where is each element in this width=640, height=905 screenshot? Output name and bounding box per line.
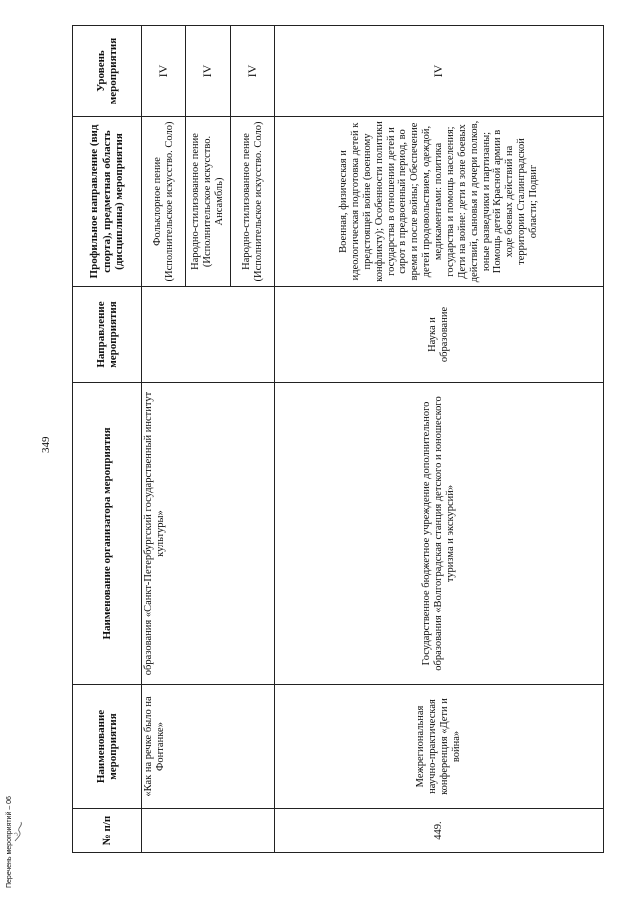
cell-profile: Фольклорное пение (Исполнительское искусство. Соло) bbox=[142, 117, 186, 287]
events-table bbox=[72, 25, 604, 853]
cell-profile: Народно-стилизованное пение (Исполнительское искусство. Соло) bbox=[231, 117, 275, 287]
cell-num: 449. bbox=[275, 809, 604, 853]
cell-organizer: Государственное бюджетное учреждение дополнительного образования «Волгоградская станция детского и юношеского туризма и экскурсий» bbox=[275, 383, 604, 685]
page-number: 349 bbox=[40, 436, 52, 453]
cell-profile: Народно-стилизованное пение (Исполнительское искусство. Ансамбль) bbox=[186, 117, 231, 287]
handwritten-mark-icon bbox=[12, 820, 26, 844]
cell-level: IV bbox=[275, 26, 604, 117]
header-num: № п/п bbox=[73, 809, 142, 853]
header-profile: Профильное направление (вид спорта), предметная область (дисциплина) мероприятия bbox=[73, 117, 142, 287]
cell-level: IV bbox=[186, 26, 231, 117]
header-organizer: Наименование организатора мероприятия bbox=[73, 383, 142, 685]
table-header-row bbox=[73, 26, 142, 853]
cell-level: IV bbox=[142, 26, 186, 117]
cell-profile: Военная, физическая и идеологическая подготовка детей к предстоящей войне (военному конфликту); Особенности политики государства в отношении детей и сирот в предвоенный период, во время и после войны; Обеспечение детей продовольствием, одеждой, медикаментами: политика государства и помощь населения; Дети на войне: дети в зоне боевых действий, сыновья и дочери полков, юные разведчики и партизаны; Помощь детей Красной армии в ходе боевых действий на территории Сталинградской области; Подвиг bbox=[275, 117, 604, 287]
table-row bbox=[275, 26, 604, 853]
cell-event-name: Межрегиональная научно-практическая конференция «Дети и война» bbox=[275, 685, 604, 809]
header-level: Уровень мероприятия bbox=[73, 26, 142, 117]
cell-level: IV bbox=[231, 26, 275, 117]
cell-direction-empty bbox=[142, 287, 275, 383]
cell-direction: Наука и образование bbox=[275, 287, 604, 383]
header-name: Наименование мероприятия bbox=[73, 685, 142, 809]
cell-num-empty bbox=[142, 809, 275, 853]
rotated-table-wrapper bbox=[72, 26, 604, 853]
header-direction: Направление мероприятия bbox=[73, 287, 142, 383]
cell-organizer: образования «Санкт-Петербургский государственный институт культуры» bbox=[142, 383, 275, 685]
cell-event-name: «Как на речке было на Фонтанке» bbox=[142, 685, 275, 809]
table-row bbox=[142, 26, 186, 853]
footer-text: Перечень мероприятий – 06 bbox=[6, 796, 13, 888]
